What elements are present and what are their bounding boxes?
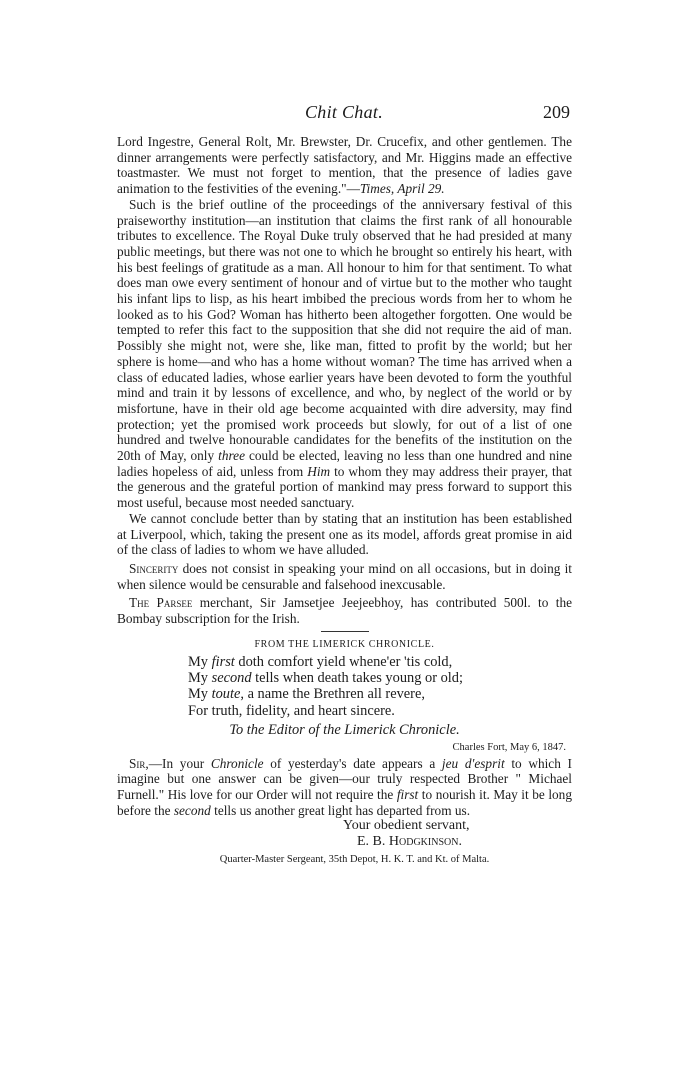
poem-text: My <box>188 669 212 686</box>
source-citation: Times, April 29. <box>359 181 445 197</box>
paragraph-parsee <box>117 595 572 626</box>
paragraph-text: could be elected, leaving no less than one hundred and nine ladies hopeless of aid, unless from <box>117 448 572 479</box>
emphasis-chronicle: Chronicle <box>210 755 264 771</box>
emphasis-first: first <box>396 786 419 802</box>
poem-text: My <box>188 653 212 670</box>
emphasis-toute: toute <box>211 686 241 703</box>
body-text <box>117 134 572 867</box>
signature-initials: E. B. <box>357 834 389 850</box>
paragraph-text: does not consist in speaking your mind on all occasions, but in doing it when silence would be censurable and falsehood inexcusable. <box>117 560 572 592</box>
from-heading: FROM THE LIMERICK CHRONICLE. <box>254 638 435 650</box>
emphasis-second: second <box>173 802 211 818</box>
emphasis-second: second <box>211 669 252 686</box>
poem-text: doth comfort yield whene'er 'tis cold, <box>234 653 453 670</box>
paragraph-text: to whom they may address their prayer, that the generous and the grateful portion of mankind may press forward to support this most useful, because most needed sanctuary. <box>117 463 572 511</box>
letter-text: —In your <box>148 755 211 771</box>
poem-line-3 <box>188 686 572 702</box>
page-header <box>118 102 570 126</box>
poem-line-4 <box>188 703 572 719</box>
paragraph-dinner-report <box>117 134 572 197</box>
letter-closing: Your obedient servant, <box>343 818 470 834</box>
emphasis-three: three <box>218 448 245 464</box>
paragraph-text: Such is the brief outline of the proceedings of the anniversary festival of this praiseworthy institution—an institution that claims the first rank of all honourable tributes to excellence. The Royal Duke truly observed that he had presided at many public meetings, but there was not one to which he brought so entirely his heart, with his best feelings of gratitude as a man. All honour to him for that sentiment. To what does man owe every sentiment of honour and of virtue but to the mother who taught his infant lips to lisp, as his heart imbibed the precious words from her to whom he looked as to his God? Woman has hitherto been altogether forgotten. One would be tempted to refer this fact to the supposition that she did not require the aid of man. Possibly she might not, were she, like man, fitted to profit by the world; but her sphere is home—and who has a home without woman? The time has arrived when a class of educated ladies, whose earlier years have been devoted to form the youthful mind and train it by lessons of excellence, and who, by neglect of the world or by misfortune, have in their old age become acquainted with dire adversity, may find protection; yet the promised work proceeds but slowly, for out of a list of one hundred and twelve honourable candidates for the benefits of the institution on the 20th of May, only <box>117 196 572 464</box>
page-number: 209 <box>543 102 570 122</box>
letter-text: to nourish it. May it be long before the <box>117 786 572 818</box>
emphasis-him: Him <box>307 463 331 479</box>
paragraph-text: merchant, Sir Jamsetjee Jeejeebhoy, has contributed 500l. to the Bombay subscription for the Irish. <box>117 595 573 627</box>
letter-body <box>117 756 572 819</box>
poem-text: tells when death takes young or old; <box>251 669 463 686</box>
paragraph-text: Lord Ingestre, General Rolt, Mr. Brewster, Dr. Crucefix, and other gentlemen. The dinner arrangements were perfectly satisfactory, and Mr. Higgins made an effective toastmaster. We must not forget to mention, that the presence of ladies gave animation to the festivities of the evening."— <box>117 134 572 197</box>
poem-text: For truth, fidelity, and heart sincere. <box>188 702 395 719</box>
letter-signature <box>357 834 572 850</box>
emphasis-first: first <box>211 653 235 670</box>
letter-text: of yesterday's date appears a <box>263 755 442 771</box>
running-title: Chit Chat. <box>304 102 383 122</box>
emphasis-jeu-desprit: jeu d'esprit <box>441 755 505 771</box>
letter-text: tells us another great light has departed from us. <box>210 802 471 818</box>
poem-text: My <box>188 686 212 703</box>
paragraph-sincerity <box>117 561 572 592</box>
small-caps-lead: The Parsee <box>129 595 193 611</box>
section-divider <box>321 631 369 632</box>
poem-charade <box>188 654 572 720</box>
letter-salutation: Sir, <box>129 755 149 771</box>
signatory-rank: Quarter-Master Sergeant, 35th Depot, H. K. T. and Kt. of Malta. <box>219 853 490 865</box>
letter-heading: To the Editor of the Limerick Chronicle. <box>229 722 460 739</box>
letter-dateline: Charles Fort, May 6, 1847. <box>452 741 566 753</box>
poem-line-1 <box>188 654 572 670</box>
paragraph-festival-outline <box>117 197 572 511</box>
paragraph-liverpool: We cannot conclude better than by stating that an institution has been established at Liverpool, which, taking the present one as its model, affords great promise in aid of the class of ladies to whom we have alluded. <box>117 510 572 558</box>
small-caps-lead: Sincerity <box>129 560 179 576</box>
signature-name: Hodgkinson. <box>388 834 462 850</box>
poem-text: , a name the Brethren all revere, <box>240 686 425 703</box>
poem-line-2 <box>188 670 572 686</box>
letter-text: to which I imagine but one answer can be given—our truly respected Brother " Michael Furnell." His love for our Order will not require the <box>117 755 572 802</box>
